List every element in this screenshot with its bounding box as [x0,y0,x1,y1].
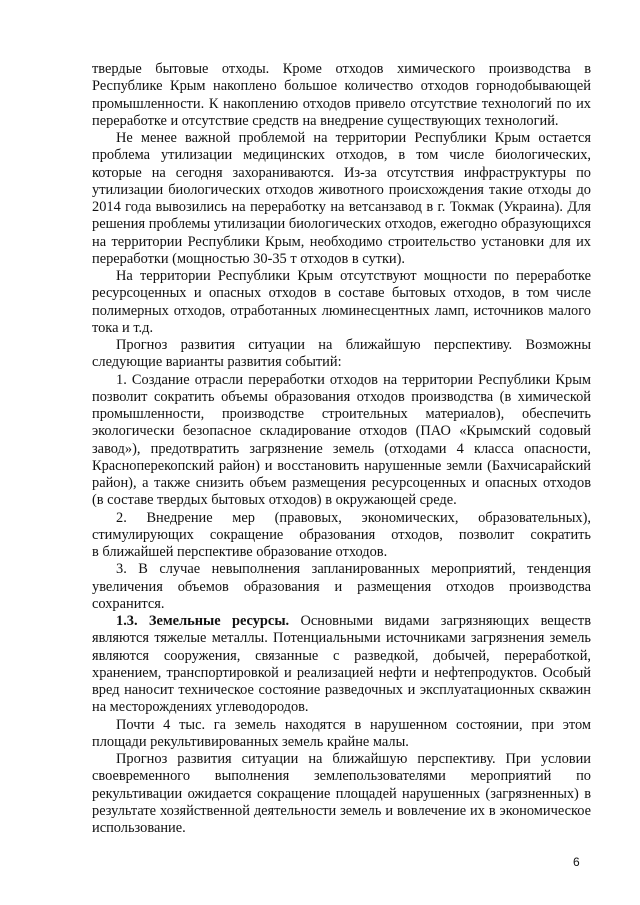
text-line: сохранится. [92,595,165,612]
text-line: 2. Внедрение мер (правовых, экономических, образовательных), [116,509,591,526]
list-item-3 [92,561,591,613]
text-line: промышленности, производстве строительных материалов), обеспечить [92,406,591,422]
text-line: 3. В случае невыполнения запланированных мероприятий, тенденция [116,561,591,578]
list-item-2 [92,510,591,562]
paragraph-waste-accumulation [92,61,591,130]
section-heading: 1.3. Земельные ресурсы. [116,613,290,629]
text-line: На территории Республики Крым отсутствуют мощности по переработке [116,268,591,284]
body-text [92,61,591,837]
text-line: проблема утилизации медицинских отходов, в том числе биологических, [92,147,591,164]
section-land-resources [92,613,591,717]
text-line: переработке и отсутствие средств на внедрение существующих технологий. [92,112,559,129]
text-line [92,613,591,630]
text-line: тока и т.д. [92,319,154,336]
text-line: Не менее важной проблемой на территории Республики Крым остается [116,130,591,146]
text-line: в ближайшей перспективе образование отходов. [92,544,388,560]
text-line: площади рекультивированных земель крайне малы. [92,733,409,750]
text-line: позволит сократить объемы образования отходов производства (в химической [92,388,591,405]
text-line: район), а также снизить объем размещения ресурсоценных и опасных отходов [92,475,591,491]
text-line: 1. Создание отрасли переработки отходов на территории Республики Крым [116,371,591,388]
text-line: Прогноз развития ситуации на ближайшую перспективу. При условии [116,751,591,767]
text-line: завод»), предотвратить загрязнение земель (отходами 4 класса опасности, [92,440,591,457]
text-line: использование. [92,820,186,836]
text-line: утилизации биологических отходов животного происхождения такие отходы до [92,181,591,198]
text-line: на месторождениях углеводородов. [92,699,309,716]
text-line: на территории Республики Крым, необходимо строительство установки для их [92,233,591,250]
text-line: экологически безопасное складирование отходов (ПАО «Крымский содовый [92,423,591,440]
list-item-1 [92,372,591,510]
text-line: переработки (мощностью 30-35 т отходов в сутки). [92,250,406,267]
paragraph-medical-waste [92,130,591,268]
text-line: решения проблемы утилизации биологических отходов, ежегодно образующихся [92,216,591,233]
text-line: Республике Крым накоплено большое количество отходов горнодобывающей [92,78,591,95]
text-line: результате хозяйственной деятельности земель и вовлечение их в экономическое [92,802,591,819]
text-line: рекультивации ожидается сокращение площадей нарушенных (загрязненных) в [92,785,591,802]
text-line: промышленности. К накоплению отходов привело отсутствие технологий по их [92,95,591,112]
text-line: увеличения объемов образования и размещения отходов производства [92,578,591,595]
paragraph-processing-capacity [92,268,591,337]
text-line: своевременного выполнения землепользователями мероприятий по [92,768,591,785]
text-line: следующие варианты развития событий: [92,354,342,371]
text-line: являются тяжелые металлы. Потенциальными источниками загрязнения земель [92,630,591,647]
text-line: ресурсоценных и опасных отходов в составе бытовых отходов, в том числе [92,285,591,302]
text-line: твердые бытовые отходы. Кроме отходов химического производства в [92,61,591,77]
text-line: полимерных отходов, отработанных люминесцентных ламп, источников малого [92,302,591,319]
text-line: являются сооружения, связанные с разведкой, добычей, переработкой, [92,647,591,664]
text-line: вред наносит техническое состояние разведочных и эксплуатационных скважин [92,682,591,698]
text-line: Прогноз развития ситуации на ближайшую перспективу. Возможны [116,337,591,353]
page-number: 6 [573,855,580,869]
text-line: (в составе твердых бытовых отходов) в окружающей среде. [92,492,457,509]
text-line: стимулирующих сокращение образования отходов, позволит сократить [92,526,591,543]
text-line: Почти 4 тыс. га земель находятся в нарушенном состоянии, при этом [116,716,591,733]
text-line: хранением, транспортировкой и реализацией нефти и нефтепродуктов. Особый [92,664,591,681]
text-line: которые на сегодня захораниваются. Из-за отсутствия инфраструктуры по [92,164,591,181]
text-line: 2014 года вывозились на переработку на ветсанзавод в г. Токмак (Украина). Для [92,199,591,215]
heading-continuation: Основными видами загрязняющих веществ [289,613,591,629]
paragraph-land-forecast [92,751,591,837]
paragraph-disturbed-land [92,717,591,752]
paragraph-forecast-intro [92,337,591,372]
text-line: Красноперекопский район) и восстановить нарушенные земли (Бахчисарайский [92,457,591,474]
